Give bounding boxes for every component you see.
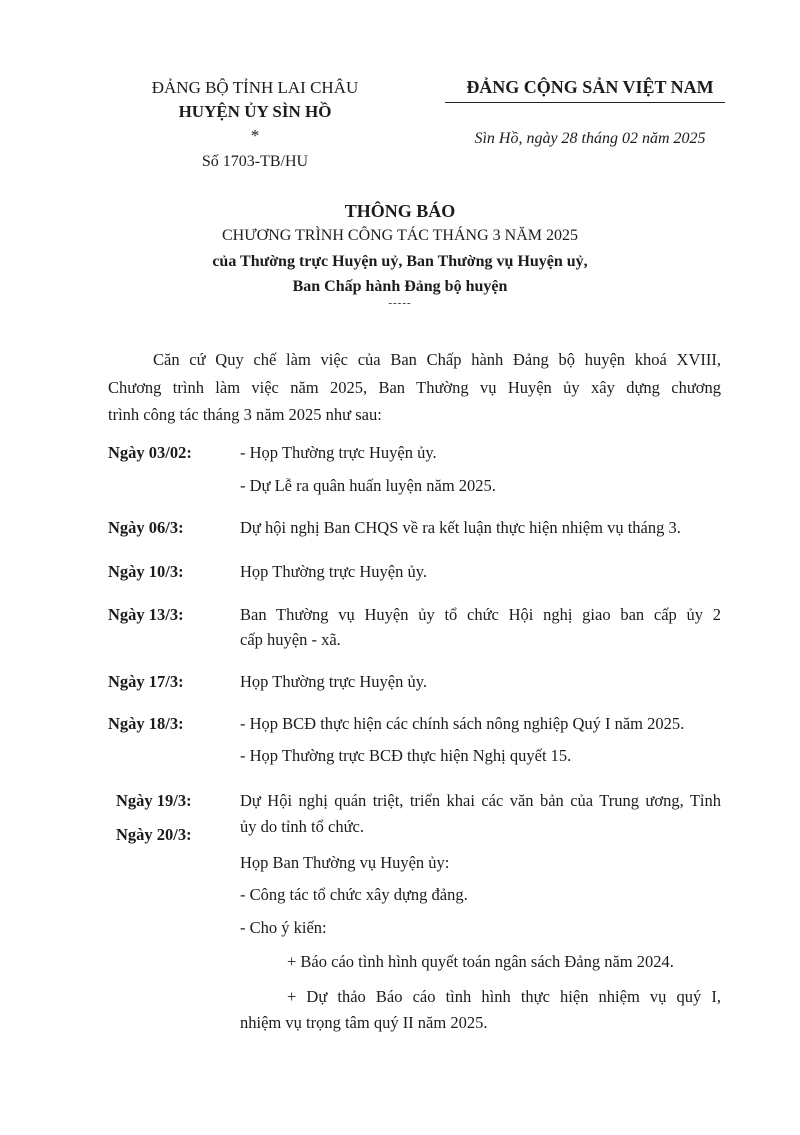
- schedule-item: - Họp BCĐ thực hiện các chính sách nông nghiệp Quý I năm 2025.: [240, 714, 685, 733]
- star-symbol: *: [250, 126, 260, 145]
- schedule-date: Ngày 10/3:: [108, 562, 184, 581]
- intro-line-1: Căn cứ Quy chế làm việc của Ban Chấp hành Đảng bộ huyện khoá XVIII,: [153, 350, 721, 369]
- notice-subject-line2: Ban Chấp hành Đảng bộ huyện: [292, 278, 508, 295]
- schedule-date: Ngày 20/3:: [116, 825, 192, 844]
- notice-title: THÔNG BÁO: [344, 201, 456, 221]
- district-committee: HUYỆN ỦY SÌN HỒ: [178, 102, 332, 121]
- notice-subtitle: CHƯƠNG TRÌNH CÔNG TÁC THÁNG 3 NĂM 2025: [222, 227, 578, 244]
- party-committee-province: ĐẢNG BỘ TỈNH LAI CHÂU: [151, 78, 359, 97]
- schedule-item: Ban Thường vụ Huyện ủy tổ chức Hội nghị giao ban cấp ủy 2: [240, 605, 721, 624]
- schedule-item: Họp Thường trực Huyện ủy.: [240, 562, 428, 581]
- schedule-item: Dự hội nghị Ban CHQS về ra kết luận thực hiện nhiệm vụ tháng 3.: [240, 518, 681, 537]
- place-date: Sìn Hồ, ngày 28 tháng 02 năm 2025: [474, 130, 706, 147]
- schedule-item: Dự Hội nghị quán triệt, triển khai các văn bản của Trung ương, Tỉnh: [240, 791, 721, 810]
- schedule-item: Họp Ban Thường vụ Huyện ủy:: [240, 853, 450, 872]
- schedule-item: - Họp Thường trực BCĐ thực hiện Nghị quyết 15.: [240, 746, 572, 765]
- schedule-item: ủy do tỉnh tổ chức.: [240, 817, 364, 836]
- schedule-item: + Dự thảo Báo cáo tình hình thực hiện nhiệm vụ quý I,: [287, 987, 721, 1006]
- intro-line-2: Chương trình làm việc năm 2025, Ban Thường vụ Huyện ủy xây dựng chương: [108, 378, 721, 397]
- intro-line-3: trình công tác tháng 3 năm 2025 như sau:: [108, 405, 382, 424]
- schedule-item: - Dự Lễ ra quân huấn luyện năm 2025.: [240, 476, 496, 495]
- schedule-item: Họp Thường trực Huyện ủy.: [240, 672, 428, 691]
- schedule-date: Ngày 17/3:: [108, 672, 184, 691]
- schedule-date: Ngày 19/3:: [116, 791, 192, 810]
- schedule-item: nhiệm vụ trọng tâm quý II năm 2025.: [240, 1013, 488, 1032]
- schedule-item: cấp huyện - xã.: [240, 630, 341, 649]
- schedule-date: Ngày 03/02:: [108, 443, 192, 462]
- title-separator: -----: [388, 297, 412, 309]
- schedule-date: Ngày 18/3:: [108, 714, 184, 733]
- notice-subject-line1: của Thường trực Huyện uỷ, Ban Thường vụ Huyện uỷ,: [212, 253, 588, 270]
- schedule-date: Ngày 06/3:: [108, 518, 184, 537]
- schedule-item: - Cho ý kiến:: [240, 918, 327, 937]
- party-name-title: ĐẢNG CỘNG SẢN VIỆT NAM: [466, 77, 714, 97]
- schedule-item: - Công tác tổ chức xây dựng đảng.: [240, 885, 468, 904]
- party-name-underline: [445, 102, 725, 103]
- schedule-date: Ngày 13/3:: [108, 605, 184, 624]
- document-number: Số 1703-TB/HU: [201, 153, 309, 170]
- schedule-item: + Báo cáo tình hình quyết toán ngân sách Đảng năm 2024.: [287, 952, 674, 971]
- schedule-item: - Họp Thường trực Huyện ủy.: [240, 443, 437, 462]
